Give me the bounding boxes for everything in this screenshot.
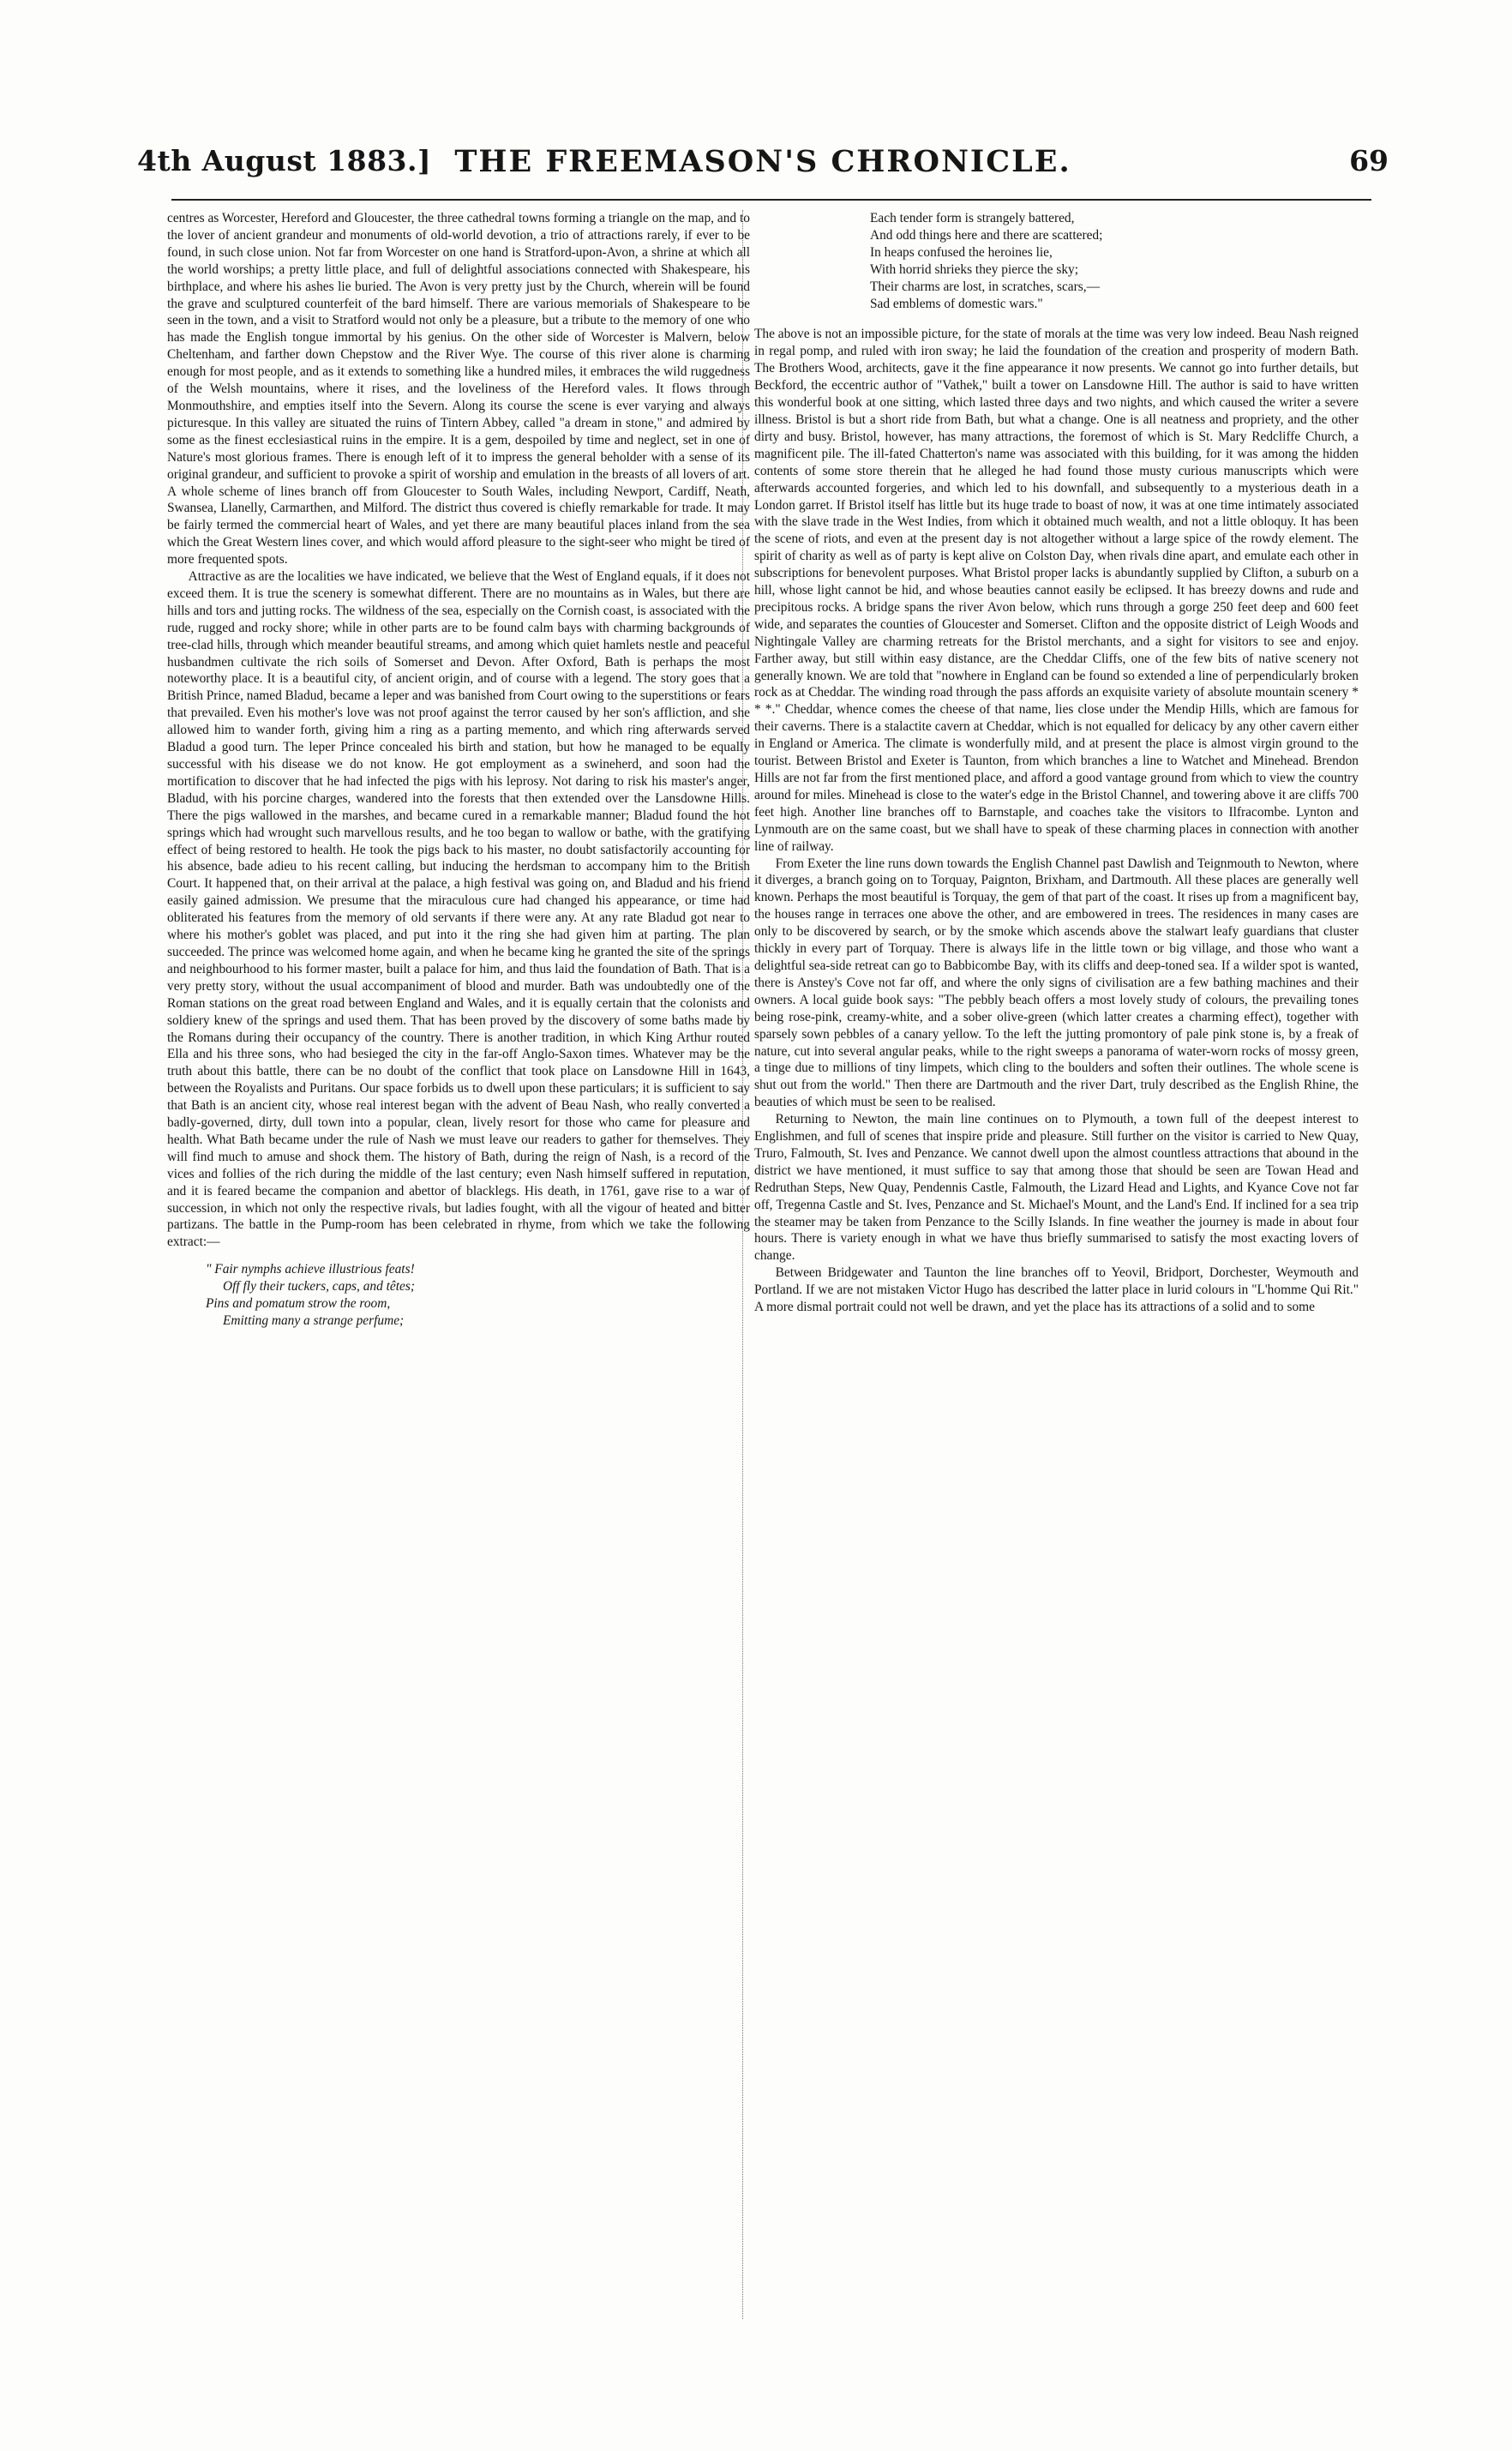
article-paragraph: From Exeter the line runs down towards the English Channel past Dawlish and Teignmouth to Newton, where it diverges, a branch going on to Torquay, Paignton, Brixham, and Dartmouth. All these places are generally well known. Perhaps the most beautiful is Torquay, the gem of that part of the coast. It rises up from a magnificent bay, the houses range in terraces one above the other, and are embowered in trees. The residences in many cases are only to be discovered by search, or by the smoke which ascends above the stalwart leafy guardians that cluster thickly in every part of Torquay. There is always life in the little town or big village, and those who want a delightful sea-side retreat can go to Babbicombe Bay, with its cliffs and deep-toned sea. If a wilder spot is wanted, there is Anstey's Cove not far off, and where the only signs of civilisation are a few bathing machines and their owners. A local guide book says: "The pebbly beach offers a most lovely study of colours, the prevailing tones being rose-pink, creamy-white, and a sober olive-green (which latter creates a charming effect), together with sparsely sown pebbles of a canary yellow. To the left the jutting promontory of pale pink stone is, by a freak of nature, cut into several angular peaks, while to the right sweeps a panorama of water-worn rocks of mossy green, a tinge due to millions of tiny limpets, which cling to the boulders and soften their outlines. The whole scene is shut out from the world." Then there are Dartmouth and the river Dart, truly described as the English Rhine, the beauties of which must be seen to be realised. <box>754 856 1359 1110</box>
masthead <box>137 144 1389 195</box>
right-column <box>754 210 1359 2319</box>
poem-line: Each tender form is strangely battered, <box>870 211 1075 225</box>
left-column <box>167 210 750 2319</box>
issue-date: 4th August 1883.] <box>137 144 432 177</box>
page-number: 69 <box>1349 144 1389 177</box>
article-paragraph: Returning to Newton, the main line continues on to Plymouth, a town full of the deepest interest to Englishmen, and full of scenes that inspire pride and pleasure. Still further on the visitor is carried to New Quay, Truro, Falmouth, St. Ives and Penzance. We cannot dwell upon the almost countless attractions that abound in the district we have mentioned, it must suffice to say that among those that should be seen are Towan Head and Redruthan Steps, New Quay, Pendennis Castle, Falmouth, the Lizard Head and Lights, and Kyance Cove not far off, Tregenna Castle and St. Ives, Penzance and St. Michael's Mount, and the Land's End. If inclined for a sea trip the steamer may be taken from Penzance to the Scilly Islands. In fine weather the journey is made in about four hours. There is variety enough in what we have thus briefly summarised to satisfy the most exacting lovers of change. <box>754 1112 1359 1264</box>
masthead-rule <box>171 199 1371 201</box>
article-paragraph: centres as Worcester, Hereford and Gloucester, the three cathedral towns forming a triangle on the map, and to the lover of ancient grandeur and monuments of old-world devotion, a trio of attractions rarely, if ever to be found, in such close union. Not far from Worcester on one hand is Stratford-upon-Avon, a shrine at which all the world worships; a pretty little place, and full of delightful associations connected with Shakespeare, his birthplace, and where his ashes lie buried. The Avon is very pretty just by the Church, wherein will be found the grave and sculptured counterfeit of the bard himself. There are various memorials of Shakespeare to be seen in the town, and a visit to Stratford would not only be a pleasure, but a tribute to the memory of one who has made the English tongue immortal by his genius. On the other side of Worcester is Malvern, below Cheltenham, and farther down Chepstow and the River Wye. The course of this river alone is charming enough for most people, and as it extends to something like a hundred miles, it embraces the wild ruggedness of the Welsh mountains, where it rises, and the loveliness of the Hereford vales. It flows through Monmouthshire, and empties itself into the Severn. Along its course the scene is ever varying and always picturesque. In this valley are situated the ruins of Tintern Abbey, called "a dream in stone," and admired by some as the finest ecclesiastical ruins in the empire. It is a gem, despoiled by time and neglect, set in one of Nature's most glorious frames. There is enough left of it to impress the general beholder with a sense of its original grandeur, and sufficient to provoke a spirit of worship and emulation in the breasts of all lovers of art. A whole scheme of lines branch off from Gloucester to South Wales, including Newport, Cardiff, Neath, Swansea, Llanelly, Carmarthen, and Milford. The district thus covered is chiefly remarkable for trade. It may be fairly termed the commercial heart of Wales, and yet there are many beautiful places inland from the sea which the Great Western lines cover, and which would afford pleasure to the sight-seer who might be tired of more frequented spots. <box>167 211 750 568</box>
poem-extract-continued <box>870 210 1359 312</box>
publication-title: THE FREEMASON'S CHRONICLE. <box>454 144 1071 179</box>
article-paragraph: Attractive as are the localities we have indicated, we believe that the West of England equals, if it does not exceed them. It is true the scenery is somewhat different. There are no mountains as in Wales, but there are hills and tors and jutting rocks. The wildness of the sea, especially on the Cornish coast, is associated with the rude, rugged and rocky shore; while in other parts are to be found calm bays with charming backgrounds of tree-clad hills, through which meander beautiful streams, and among which quiet hamlets nestle and peaceful husbandmen cultivate the rich soils of Somerset and Devon. After Oxford, Bath is perhaps the most noteworthy place. It is a beautiful city, of ancient origin, and of course with a legend. The story goes that a British Prince, named Bladud, became a leper and was banished from Court owing to the superstitions or fears that prevailed. Even his mother's love was not proof against the terror caused by her son's affliction, and she allowed him to wander forth, giving him a ring as a parting memento, and which ring afterwards served Bladud a good turn. The leper Prince concealed his birth and station, but how he managed to be equally successful with his disease we do not know. He got employment as a swineherd, and soon had the mortification to discover that he had infected the pigs with his leprosy. Not daring to risk his master's anger, Bladud, with his porcine charges, wandered into the forests that then extended over the Lansdowne Hills. There the pigs wallowed in the marshes, and became cured in a remarkable manner; Bladud found the hot springs which had wrought such marvellous results, and he too began to wallow or bathe, with the gratifying effect of being restored to health. He took the pigs back to his master, no doubt satisfactorily accounting for his absence, bade adieu to his recent calling, but inducing the herdsman to accompany him to the British Court. It happened that, on their arrival at the palace, a high festival was going on, and Bladud and his friend easily gained admission. We presume that the miraculous cure had changed his appearance, or time had obliterated his features from the memory of old servants if there were any. At any rate Bladud got near to where his mother's goblet was placed, and put into it the ring she had given him at parting. The plan succeeded. The prince was welcomed home again, and when he became king he granted the site of the springs and neighbourhood to his former master, built a palace for him, and thus laid the foundation of Bath. That is a very pretty story, without the usual accompaniment of blood and murder. Bath was undoubtedly one of the Roman stations on the great road between England and Wales, and it is equally certain that the colonists and soldiery knew of the springs and used them. That has been proved by the discovery of some baths made by the Romans during their occupancy of the country. There is another tradition, in which King Arthur routed Ella and his three sons, who had besieged the city in the far-off Anglo-Saxon times. Whatever may be the truth about this battle, there can be no doubt of the conflict that took place on Lansdowne Hill in 1643, between the Royalists and Puritans. Our space forbids us to dwell upon these particulars; it is sufficient to say that Bath is an ancient city, whose real interest began with the advent of Beau Nash, who really converted a badly-governed, dirty, dull town into a popular, clean, lively resort for those who came for pleasure and health. What Bath became under the rule of Nash we must leave our readers to gather for themselves. They will find much to amuse and shock them. The history of Bath, during the reign of Nash, is a record of the vices and follies of the rich during the middle of the last century; even Nash himself suffered in reputation, and it is feared became the companion and abettor of blacklegs. His death, in 1761, gave rise to a war of succession, in which not only the respective rivals, but ladies fought, with all the vigour of heated and bitter partizans. The battle in the Pump-room has been celebrated in rhyme, from which we take the following extract:— <box>167 569 750 1250</box>
poem-line: Their charms are lost, in scratches, scars,— <box>870 279 1100 294</box>
poem-line: Off fly their tuckers, caps, and têtes; <box>223 1279 415 1295</box>
poem-line: Emitting many a strange perfume; <box>223 1313 405 1328</box>
article-paragraph: Between Bridgewater and Taunton the line branches off to Yeovil, Bridport, Dorchester, Weymouth and Portland. If we are not mistaken Victor Hugo has described the latter place in lurid colours in "L'homme Qui Rit." A more dismal portrait could not well be drawn, and yet the place has its attractions of a solid and to some <box>754 1265 1359 1315</box>
poem-line: In heaps confused the heroines lie, <box>870 244 1053 260</box>
poem-line: Pins and pomatum strow the room, <box>206 1296 391 1312</box>
article-paragraph: The above is not an impossible picture, for the state of morals at the time was very low indeed. Beau Nash reigned in regal pomp, and ruled with iron sway; he laid the foundation of the creation and prosperity of modern Bath. The Brothers Wood, architects, gave it the fine appearance it now presents. We cannot go into further details, but Beckford, the eccentric author of "Vathek," built a tower on Lansdowne Hill. The author is said to have written this wonderful book at one sitting, which lasted three days and two nights, and which caused the writer a severe illness. Bristol is but a short ride from Bath, but what a change. One is all neatness and propriety, and the other dirty and busy. Bristol, however, has many attractions, the foremost of which is St. Mary Redcliffe Church, a magnificent pile. The ill-fated Chatterton's name was associated with this building, for it was among the hidden contents of some store therein that he alleged he had found those musty curious manuscripts which were afterwards accounted forgeries, and which led to his downfall, and subsequently to a mysterious death in a London garret. If Bristol itself has little but its huge trade to boast of now, it was at one time intimately associated with the slave trade in the West Indies, from which it obtained much wealth, and not a little obloquy. It has been the scene of riots, and even at the present day is not altogether without a large spice of the rowdy element. The spirit of charity as well as of party is kept alive on Colston Day, when rivals dine apart, and emulate each other in subscriptions for benevolent purposes. What Bristol proper lacks is abundantly supplied by Clifton, a suburb on a hill, whose light cannot be hid, and whose beauties cannot easily be eclipsed. It has breezy downs and rude and precipitous rocks. A bridge spans the river Avon below, which runs through a gorge 250 feet deep and 600 feet wide, and separates the counties of Gloucester and Somerset. Clifton and the opposite district of Leigh Woods and Nightingale Valley are charming retreats for the Bristol merchants, and a sight for visitors to see and enjoy. Farther away, but still within easy distance, are the Cheddar Cliffs, one of the few bits of native scenery not generally known. We are told that "nowhere in England can be found so extended a line of perpendicularly broken rock as at Cheddar. The winding road through the pass affords an exquisite variety of absolute mountain scenery * * *." Cheddar, whence comes the cheese of that name, lies close under the Mendip Hills, which are famous for their caverns. There is a stalactite cavern at Cheddar, which is not equalled for delicacy by any other cavern either in England or America. The climate is wonderfully mild, and at present the place is almost virgin ground to the tourist. Between Bristol and Exeter is Taunton, from which branches a line to Watchet and Minehead. Brendon Hills are not far from the first mentioned place, and afford a good vantage ground from which to view the country around for miles. Minehead is close to the water's edge in the Bristol Channel, and towering above it are cliffs 700 feet high. Another line branches off to Barnstaple, and coaches take the visitors to Ilfracombe. Lynton and Lynmouth are on the same coast, but we shall have to speak of these charming places in connection with another line of railway. <box>754 327 1359 854</box>
poem-line: " Fair nymphs achieve illustrious feats! <box>206 1262 415 1277</box>
poem-line: Sad emblems of domestic wars." <box>870 296 1043 311</box>
poem-line: With horrid shrieks they pierce the sky; <box>870 261 1079 277</box>
poem-line: And odd things here and there are scattered; <box>870 227 1103 243</box>
poem-extract <box>206 1261 750 1330</box>
